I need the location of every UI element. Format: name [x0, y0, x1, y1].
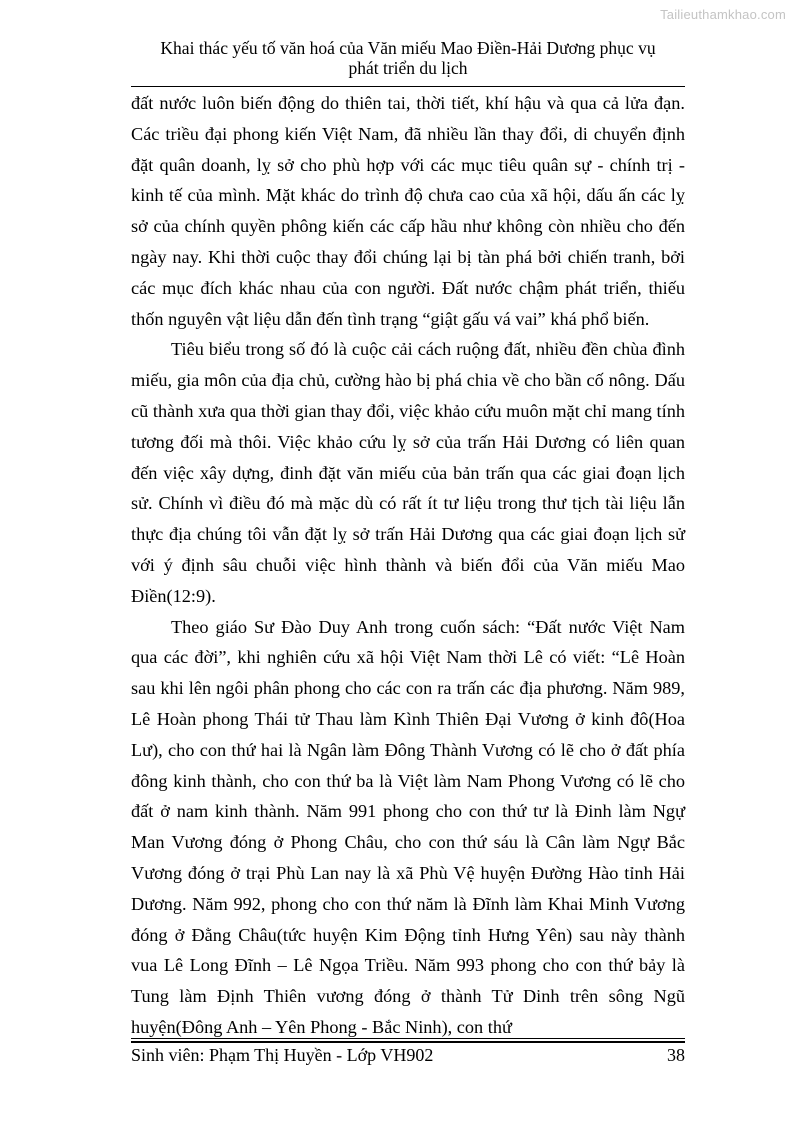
header-title-line-2: phát triển du lịch: [348, 58, 468, 78]
page-header: [131, 38, 685, 78]
page-body: [131, 88, 685, 1043]
header-title-line-1: Khai thác yếu tố văn hoá của Văn miếu Mao Điền-Hải Dương phục vụ: [160, 38, 656, 58]
footer-author: Sinh viên: Phạm Thị Huyền - Lớp VH902: [131, 1045, 434, 1065]
page-number: 38: [667, 1045, 685, 1065]
footer-divider-thin: [131, 1038, 685, 1039]
page-footer: [131, 1044, 685, 1066]
footer-divider-thick: [131, 1041, 685, 1043]
header-divider: [131, 86, 685, 87]
body-paragraph-1: đất nước luôn biến động do thiên tai, thời tiết, khí hậu và qua cả lửa đạn. Các triều đại phong kiến Việt Nam, đã nhiều lần thay đổi, di chuyển định đặt quân doanh, lỵ sở cho phù hợp với các mục tiêu quân sự - chính trị - kinh tế của mình. Mặt khác do trình độ chưa cao của xã hội, dấu ấn các lỵ sở của chính quyền phông kiến các cấp hầu như không còn nhiều cho đến ngày nay. Khi thời cuộc thay đổi chúng lại bị tàn phá bởi chiến tranh, bởi các mục đích khác nhau của con người. Đất nước chậm phát triển, thiếu thốn nguyên vật liệu dẫn đến tình trạng “giật gấu vá vai” khá phổ biến.: [131, 93, 685, 329]
watermark-text: Tailieuthamkhao.com: [660, 7, 786, 22]
body-paragraph-3: Theo giáo Sư Đào Duy Anh trong cuốn sách: “Đất nước Việt Nam qua các đời”, khi nghiên cứu xã hội Việt Nam thời Lê có viết: “Lê Hoàn sau khi lên ngôi phân phong cho các con ra trấn các địa phương. Năm 989, Lê Hoàn phong Thái tử Thau làm Kình Thiên Đại Vương ở kinh đô(Hoa Lư), cho con thứ hai là Ngân làm Đông Thành Vương có lẽ cho ở đất phía đông kinh thành, cho con thứ ba là Việt làm Nam Phong Vương có lẽ cho đất ở nam kinh thành. Năm 991 phong cho con thứ tư là Đinh làm Ngự Man Vương đóng ở Phong Châu, cho con thứ sáu là Cân làm Ngự Bắc Vương đóng ở trại Phù Lan nay là xã Phù Vệ huyện Đường Hào tỉnh Hải Dương. Năm 992, phong cho con thứ năm là Đĩnh làm Khai Minh Vương đóng ở Đằng Châu(tức huyện Kim Động tỉnh Hưng Yên) sau này thành vua Lê Long Đĩnh – Lê Ngọa Triều. Năm 993 phong cho con thứ bảy là Tung làm Định Thiên vương đóng ở thành Tử Dinh trên sông Ngũ huyện(Đông Anh – Yên Phong - Bắc Ninh), con thứ: [131, 616, 685, 1037]
body-paragraph-2: Tiêu biểu trong số đó là cuộc cải cách ruộng đất, nhiều đền chùa đình miếu, gia môn của địa chủ, cường hào bị phá chia về cho bần cố nông. Dấu cũ thành xưa qua thời gian thay đổi, việc khảo cứu muôn mặt chỉ mang tính tương đối mà thôi. Việc khảo cứu lỵ sở của trấn Hải Dương có liên quan đến việc xây dựng, đinh đặt văn miếu của bản trấn qua các giai đoạn lịch sử. Chính vì điều đó mà mặc dù có rất ít tư liệu trong thư tịch tài liệu lẫn thực địa chúng tôi vẫn đặt lỵ sở trấn Hải Dương qua các giai đoạn lịch sử với ý định sâu chuỗi việc hình thành và biến đổi của Văn miếu Mao Điền(12:9).: [131, 339, 685, 606]
